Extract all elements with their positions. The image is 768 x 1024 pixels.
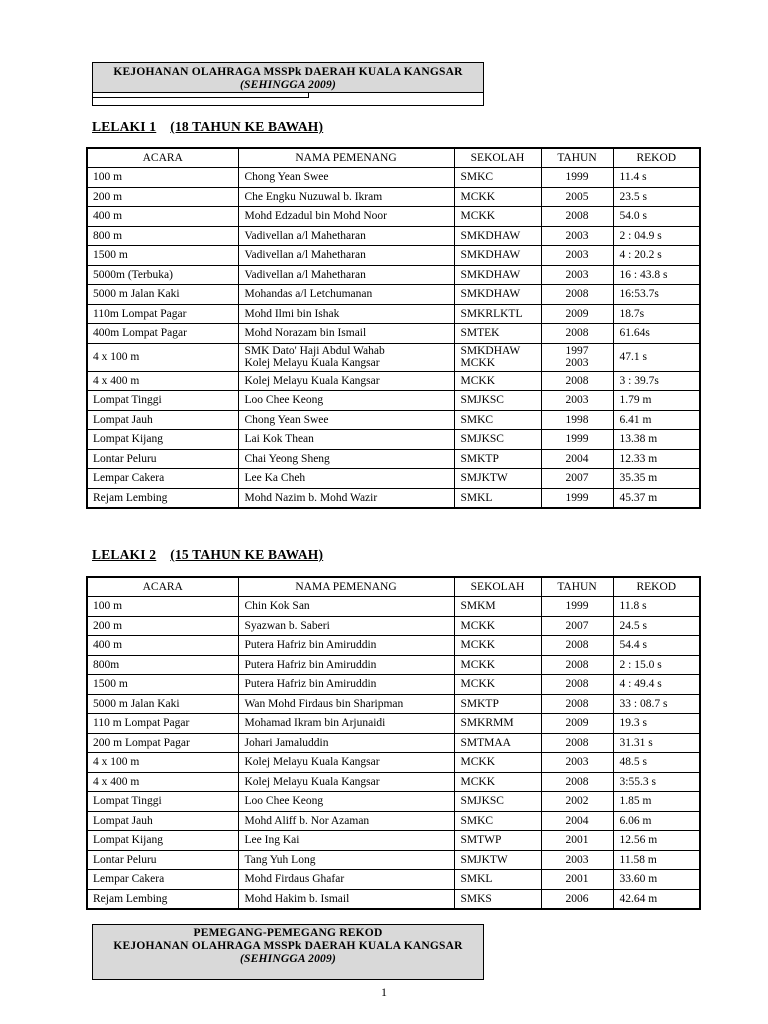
cell-sekolah: MCKK bbox=[454, 616, 541, 636]
cell-tahun: 2001 bbox=[541, 870, 613, 890]
table-row bbox=[87, 714, 700, 734]
cell-nama: Mohd Norazam bin Ismail bbox=[238, 324, 454, 344]
cell-acara: 100 m bbox=[87, 168, 238, 188]
cell-acara: 400 m bbox=[87, 207, 238, 227]
cell-nama: Chai Yeong Sheng bbox=[238, 449, 454, 469]
page-number: 1 bbox=[381, 985, 387, 999]
column-header-rekod: REKOD bbox=[613, 577, 700, 597]
cell-sekolah: SMKC bbox=[454, 168, 541, 188]
cell-sekolah: MCKK bbox=[454, 187, 541, 207]
footer-title-line-2: KEJOHANAN OLAHRAGA MSSPk DAERAH KUALA KANGSAR bbox=[113, 940, 463, 952]
cell-nama: Putera Hafriz bin Amiruddin bbox=[238, 636, 454, 656]
table-row bbox=[87, 226, 700, 246]
cell-nama: Mohd Edzadul bin Mohd Noor bbox=[238, 207, 454, 227]
cell-tahun: 2008 bbox=[541, 285, 613, 305]
column-header-rekod: REKOD bbox=[613, 148, 700, 168]
column-header-tahun: TAHUN bbox=[541, 577, 613, 597]
cell-acara: 4 x 400 m bbox=[87, 772, 238, 792]
section-2-age-group: (15 TAHUN KE BAWAH) bbox=[170, 547, 324, 562]
column-header-sekolah: SEKOLAH bbox=[454, 577, 541, 597]
footer-title-box bbox=[92, 924, 484, 980]
cell-rekod: 11.4 s bbox=[613, 168, 700, 188]
table-row bbox=[87, 636, 700, 656]
cell-sekolah: SMJKSC bbox=[454, 792, 541, 812]
cell-rekod: 11.58 m bbox=[613, 850, 700, 870]
table-header-row bbox=[87, 148, 700, 168]
cell-tahun: 2004 bbox=[541, 811, 613, 831]
cell-tahun: 2005 bbox=[541, 187, 613, 207]
column-header-nama-pemenang: NAMA PEMENANG bbox=[238, 577, 454, 597]
cell-sekolah: SMKC bbox=[454, 410, 541, 430]
cell-nama: Loo Chee Keong bbox=[238, 391, 454, 411]
cell-rekod: 54.0 s bbox=[613, 207, 700, 227]
cell-sekolah: SMKDHAW bbox=[454, 246, 541, 266]
cell-tahun: 1999 bbox=[541, 168, 613, 188]
cell-rekod: 42.64 m bbox=[613, 889, 700, 909]
cell-sekolah: SMTWP bbox=[454, 831, 541, 851]
section-1-age-group: (18 TAHUN KE BAWAH) bbox=[170, 119, 324, 134]
cell-tahun bbox=[541, 343, 613, 371]
cell-acara: 400m Lompat Pagar bbox=[87, 324, 238, 344]
cell-tahun: 2003 bbox=[541, 246, 613, 266]
table-row bbox=[87, 889, 700, 909]
cell-tahun: 2008 bbox=[541, 733, 613, 753]
section-2-category: LELAKI 2 bbox=[92, 547, 157, 562]
cell-tahun: 2003 bbox=[541, 850, 613, 870]
document-title-box bbox=[92, 62, 484, 106]
cell-nama: Vadivellan a/l Mahetharan bbox=[238, 246, 454, 266]
cell-rekod: 54.4 s bbox=[613, 636, 700, 656]
cell-sekolah: SMJKSC bbox=[454, 391, 541, 411]
table-row bbox=[87, 772, 700, 792]
cell-acara: Lompat Jauh bbox=[87, 811, 238, 831]
cell-rekod: 12.56 m bbox=[613, 831, 700, 851]
cell-rekod: 35.35 m bbox=[613, 469, 700, 489]
cell-nama: Lee Ka Cheh bbox=[238, 469, 454, 489]
cell-rekod: 23.5 s bbox=[613, 187, 700, 207]
table-row bbox=[87, 168, 700, 188]
column-header-sekolah: SEKOLAH bbox=[454, 148, 541, 168]
cell-rekod: 3 : 39.7s bbox=[613, 371, 700, 391]
cell-tahun: 2006 bbox=[541, 889, 613, 909]
cell-acara: Rejam Lembing bbox=[87, 488, 238, 508]
cell-tahun: 2003 bbox=[541, 226, 613, 246]
cell-sekolah: SMKDHAW bbox=[454, 226, 541, 246]
section-1-category: LELAKI 1 bbox=[92, 119, 157, 134]
table-row bbox=[87, 694, 700, 714]
cell-nama: Kolej Melayu Kuala Kangsar bbox=[238, 772, 454, 792]
cell-acara: 1500 m bbox=[87, 246, 238, 266]
cell-nama: Kolej Melayu Kuala Kangsar bbox=[238, 753, 454, 773]
cell-sekolah-line-2: MCKK bbox=[460, 357, 496, 369]
cell-acara: 200 m bbox=[87, 616, 238, 636]
cell-sekolah: SMKL bbox=[454, 870, 541, 890]
table-row bbox=[87, 733, 700, 753]
table-row bbox=[87, 850, 700, 870]
cell-acara: 110 m Lompat Pagar bbox=[87, 714, 238, 734]
cell-sekolah: MCKK bbox=[454, 655, 541, 675]
table-row bbox=[87, 469, 700, 489]
cell-rekod: 19.3 s bbox=[613, 714, 700, 734]
cell-nama-line-1: SMK Dato' Haji Abdul Wahab bbox=[244, 345, 385, 357]
cell-tahun: 2003 bbox=[541, 753, 613, 773]
cell-acara: 200 m Lompat Pagar bbox=[87, 733, 238, 753]
records-table-lelaki-2 bbox=[86, 576, 701, 910]
cell-nama: Vadivellan a/l Mahetharan bbox=[238, 265, 454, 285]
cell-acara: Lempar Cakera bbox=[87, 469, 238, 489]
cell-rekod: 6.06 m bbox=[613, 811, 700, 831]
cell-acara: Lompat Kijang bbox=[87, 430, 238, 450]
cell-tahun: 2004 bbox=[541, 449, 613, 469]
cell-acara: Lontar Peluru bbox=[87, 449, 238, 469]
table-row bbox=[87, 870, 700, 890]
table-row bbox=[87, 187, 700, 207]
cell-rekod: 2 : 15.0 s bbox=[613, 655, 700, 675]
cell-nama: Tang Yuh Long bbox=[238, 850, 454, 870]
cell-tahun: 1999 bbox=[541, 597, 613, 617]
table-row bbox=[87, 207, 700, 227]
table-row bbox=[87, 753, 700, 773]
cell-rekod: 2 : 04.9 s bbox=[613, 226, 700, 246]
cell-rekod: 11.8 s bbox=[613, 597, 700, 617]
cell-acara: 800 m bbox=[87, 226, 238, 246]
document-title: KEJOHANAN OLAHRAGA MSSPk DAERAH KUALA KANGSAR bbox=[113, 66, 463, 78]
column-header-tahun: TAHUN bbox=[541, 148, 613, 168]
table-row bbox=[87, 597, 700, 617]
cell-acara: 5000 m Jalan Kaki bbox=[87, 694, 238, 714]
cell-sekolah: SMKRMM bbox=[454, 714, 541, 734]
cell-acara: Lempar Cakera bbox=[87, 870, 238, 890]
table-row bbox=[87, 792, 700, 812]
cell-sekolah bbox=[454, 343, 541, 371]
table-row bbox=[87, 324, 700, 344]
cell-rekod: 4 : 49.4 s bbox=[613, 675, 700, 695]
footer-title-line-1: PEMEGANG-PEMEGANG REKOD bbox=[193, 927, 383, 939]
cell-nama: Chin Kok San bbox=[238, 597, 454, 617]
table-row bbox=[87, 246, 700, 266]
cell-tahun: 2003 bbox=[541, 265, 613, 285]
cell-acara: Rejam Lembing bbox=[87, 889, 238, 909]
table-row bbox=[87, 410, 700, 430]
cell-acara: 5000 m Jalan Kaki bbox=[87, 285, 238, 305]
cell-tahun-line-1: 1997 bbox=[565, 345, 589, 357]
cell-acara: Lompat Tinggi bbox=[87, 792, 238, 812]
cell-nama: Mohandas a/l Letchumanan bbox=[238, 285, 454, 305]
table-header-row bbox=[87, 577, 700, 597]
cell-nama: Lee Ing Kai bbox=[238, 831, 454, 851]
cell-tahun: 1999 bbox=[541, 430, 613, 450]
cell-acara: 1500 m bbox=[87, 675, 238, 695]
cell-sekolah: SMKTP bbox=[454, 449, 541, 469]
cell-sekolah: SMKC bbox=[454, 811, 541, 831]
cell-rekod: 33 : 08.7 s bbox=[613, 694, 700, 714]
cell-acara: Lompat Tinggi bbox=[87, 391, 238, 411]
column-header-nama-pemenang: NAMA PEMENANG bbox=[238, 148, 454, 168]
cell-nama: Mohd Hakim b. Ismail bbox=[238, 889, 454, 909]
cell-acara: Lompat Kijang bbox=[87, 831, 238, 851]
table-row bbox=[87, 655, 700, 675]
table-row bbox=[87, 675, 700, 695]
cell-tahun: 1998 bbox=[541, 410, 613, 430]
cell-acara: 4 x 100 m bbox=[87, 343, 238, 371]
cell-tahun: 2001 bbox=[541, 831, 613, 851]
cell-nama: Mohd Aliff b. Nor Azaman bbox=[238, 811, 454, 831]
cell-tahun-line-2: 2003 bbox=[565, 357, 589, 369]
cell-rekod: 16:53.7s bbox=[613, 285, 700, 305]
cell-rekod: 3:55.3 s bbox=[613, 772, 700, 792]
cell-tahun: 2008 bbox=[541, 371, 613, 391]
cell-acara: 800m bbox=[87, 655, 238, 675]
table-row bbox=[87, 488, 700, 508]
section-heading-lelaki-1 bbox=[92, 119, 323, 135]
table-row bbox=[87, 343, 700, 371]
cell-rekod: 33.60 m bbox=[613, 870, 700, 890]
footer-title-line-3: (SEHINGGA 2009) bbox=[240, 953, 336, 965]
cell-sekolah: SMTMAA bbox=[454, 733, 541, 753]
cell-nama: Johari Jamaluddin bbox=[238, 733, 454, 753]
table-row bbox=[87, 430, 700, 450]
cell-sekolah: SMJKTW bbox=[454, 850, 541, 870]
table-row bbox=[87, 616, 700, 636]
cell-sekolah: MCKK bbox=[454, 772, 541, 792]
table-row bbox=[87, 265, 700, 285]
cell-rekod: 31.31 s bbox=[613, 733, 700, 753]
cell-rekod: 24.5 s bbox=[613, 616, 700, 636]
table-row bbox=[87, 371, 700, 391]
cell-tahun: 2008 bbox=[541, 675, 613, 695]
cell-acara: Lontar Peluru bbox=[87, 850, 238, 870]
cell-rekod: 16 : 43.8 s bbox=[613, 265, 700, 285]
cell-sekolah: SMKRLKTL bbox=[454, 304, 541, 324]
cell-tahun: 1999 bbox=[541, 488, 613, 508]
cell-acara: 100 m bbox=[87, 597, 238, 617]
cell-sekolah: SMKDHAW bbox=[454, 265, 541, 285]
cell-rekod: 1.79 m bbox=[613, 391, 700, 411]
table-row bbox=[87, 831, 700, 851]
cell-tahun: 2008 bbox=[541, 655, 613, 675]
table-row bbox=[87, 811, 700, 831]
cell-sekolah: SMTEK bbox=[454, 324, 541, 344]
cell-rekod: 13.38 m bbox=[613, 430, 700, 450]
records-table-lelaki-1 bbox=[86, 147, 701, 509]
cell-acara: 5000m (Terbuka) bbox=[87, 265, 238, 285]
cell-nama: Mohd Nazim b. Mohd Wazir bbox=[238, 488, 454, 508]
cell-nama: Syazwan b. Saberi bbox=[238, 616, 454, 636]
cell-rekod: 47.1 s bbox=[613, 343, 700, 371]
cell-sekolah: SMKS bbox=[454, 889, 541, 909]
table-row bbox=[87, 285, 700, 305]
cell-nama: Loo Chee Keong bbox=[238, 792, 454, 812]
cell-rekod: 1.85 m bbox=[613, 792, 700, 812]
cell-nama-line-2: Kolej Melayu Kuala Kangsar bbox=[244, 357, 380, 369]
cell-rekod: 18.7s bbox=[613, 304, 700, 324]
column-header-acara: ACARA bbox=[87, 577, 238, 597]
cell-tahun: 2002 bbox=[541, 792, 613, 812]
cell-nama: Putera Hafriz bin Amiruddin bbox=[238, 655, 454, 675]
cell-tahun: 2003 bbox=[541, 391, 613, 411]
cell-sekolah: SMKM bbox=[454, 597, 541, 617]
cell-sekolah-line-1: SMKDHAW bbox=[460, 345, 521, 357]
section-heading-lelaki-2 bbox=[92, 547, 323, 563]
cell-nama: Chong Yean Swee bbox=[238, 168, 454, 188]
cell-rekod: 61.64s bbox=[613, 324, 700, 344]
cell-nama bbox=[238, 343, 454, 371]
cell-acara: 400 m bbox=[87, 636, 238, 656]
cell-nama: Lai Kok Thean bbox=[238, 430, 454, 450]
cell-sekolah: MCKK bbox=[454, 371, 541, 391]
cell-rekod: 48.5 s bbox=[613, 753, 700, 773]
cell-nama: Che Engku Nuzuwal b. Ikram bbox=[238, 187, 454, 207]
cell-nama: Mohamad Ikram bin Arjunaidi bbox=[238, 714, 454, 734]
cell-tahun: 2008 bbox=[541, 324, 613, 344]
cell-acara: 4 x 400 m bbox=[87, 371, 238, 391]
table-row bbox=[87, 391, 700, 411]
cell-nama: Wan Mohd Firdaus bin Sharipman bbox=[238, 694, 454, 714]
cell-tahun: 2008 bbox=[541, 207, 613, 227]
cell-rekod: 4 : 20.2 s bbox=[613, 246, 700, 266]
cell-tahun: 2008 bbox=[541, 772, 613, 792]
cell-tahun: 2008 bbox=[541, 694, 613, 714]
cell-nama: Mohd Ilmi bin Ishak bbox=[238, 304, 454, 324]
cell-tahun: 2009 bbox=[541, 304, 613, 324]
cell-nama: Putera Hafriz bin Amiruddin bbox=[238, 675, 454, 695]
cell-sekolah: MCKK bbox=[454, 675, 541, 695]
cell-sekolah: SMKTP bbox=[454, 694, 541, 714]
cell-rekod: 12.33 m bbox=[613, 449, 700, 469]
cell-rekod: 6.41 m bbox=[613, 410, 700, 430]
cell-tahun: 2008 bbox=[541, 636, 613, 656]
column-header-acara: ACARA bbox=[87, 148, 238, 168]
cell-acara: 4 x 100 m bbox=[87, 753, 238, 773]
cell-acara: 110m Lompat Pagar bbox=[87, 304, 238, 324]
cell-nama: Mohd Firdaus Ghafar bbox=[238, 870, 454, 890]
cell-sekolah: SMKDHAW bbox=[454, 285, 541, 305]
cell-sekolah: SMKL bbox=[454, 488, 541, 508]
table-row bbox=[87, 449, 700, 469]
cell-sekolah: SMJKSC bbox=[454, 430, 541, 450]
cell-sekolah: MCKK bbox=[454, 753, 541, 773]
cell-tahun: 2007 bbox=[541, 469, 613, 489]
table-row bbox=[87, 304, 700, 324]
cell-nama: Chong Yean Swee bbox=[238, 410, 454, 430]
cell-nama: Kolej Melayu Kuala Kangsar bbox=[238, 371, 454, 391]
cell-acara: 200 m bbox=[87, 187, 238, 207]
document-subtitle: (SEHINGGA 2009) bbox=[240, 79, 336, 91]
cell-acara: Lompat Jauh bbox=[87, 410, 238, 430]
cell-sekolah: SMJKTW bbox=[454, 469, 541, 489]
cell-nama: Vadivellan a/l Mahetharan bbox=[238, 226, 454, 246]
cell-rekod: 45.37 m bbox=[613, 488, 700, 508]
cell-tahun: 2009 bbox=[541, 714, 613, 734]
cell-sekolah: MCKK bbox=[454, 207, 541, 227]
cell-sekolah: MCKK bbox=[454, 636, 541, 656]
title-box-strip bbox=[93, 92, 483, 105]
cell-tahun: 2007 bbox=[541, 616, 613, 636]
